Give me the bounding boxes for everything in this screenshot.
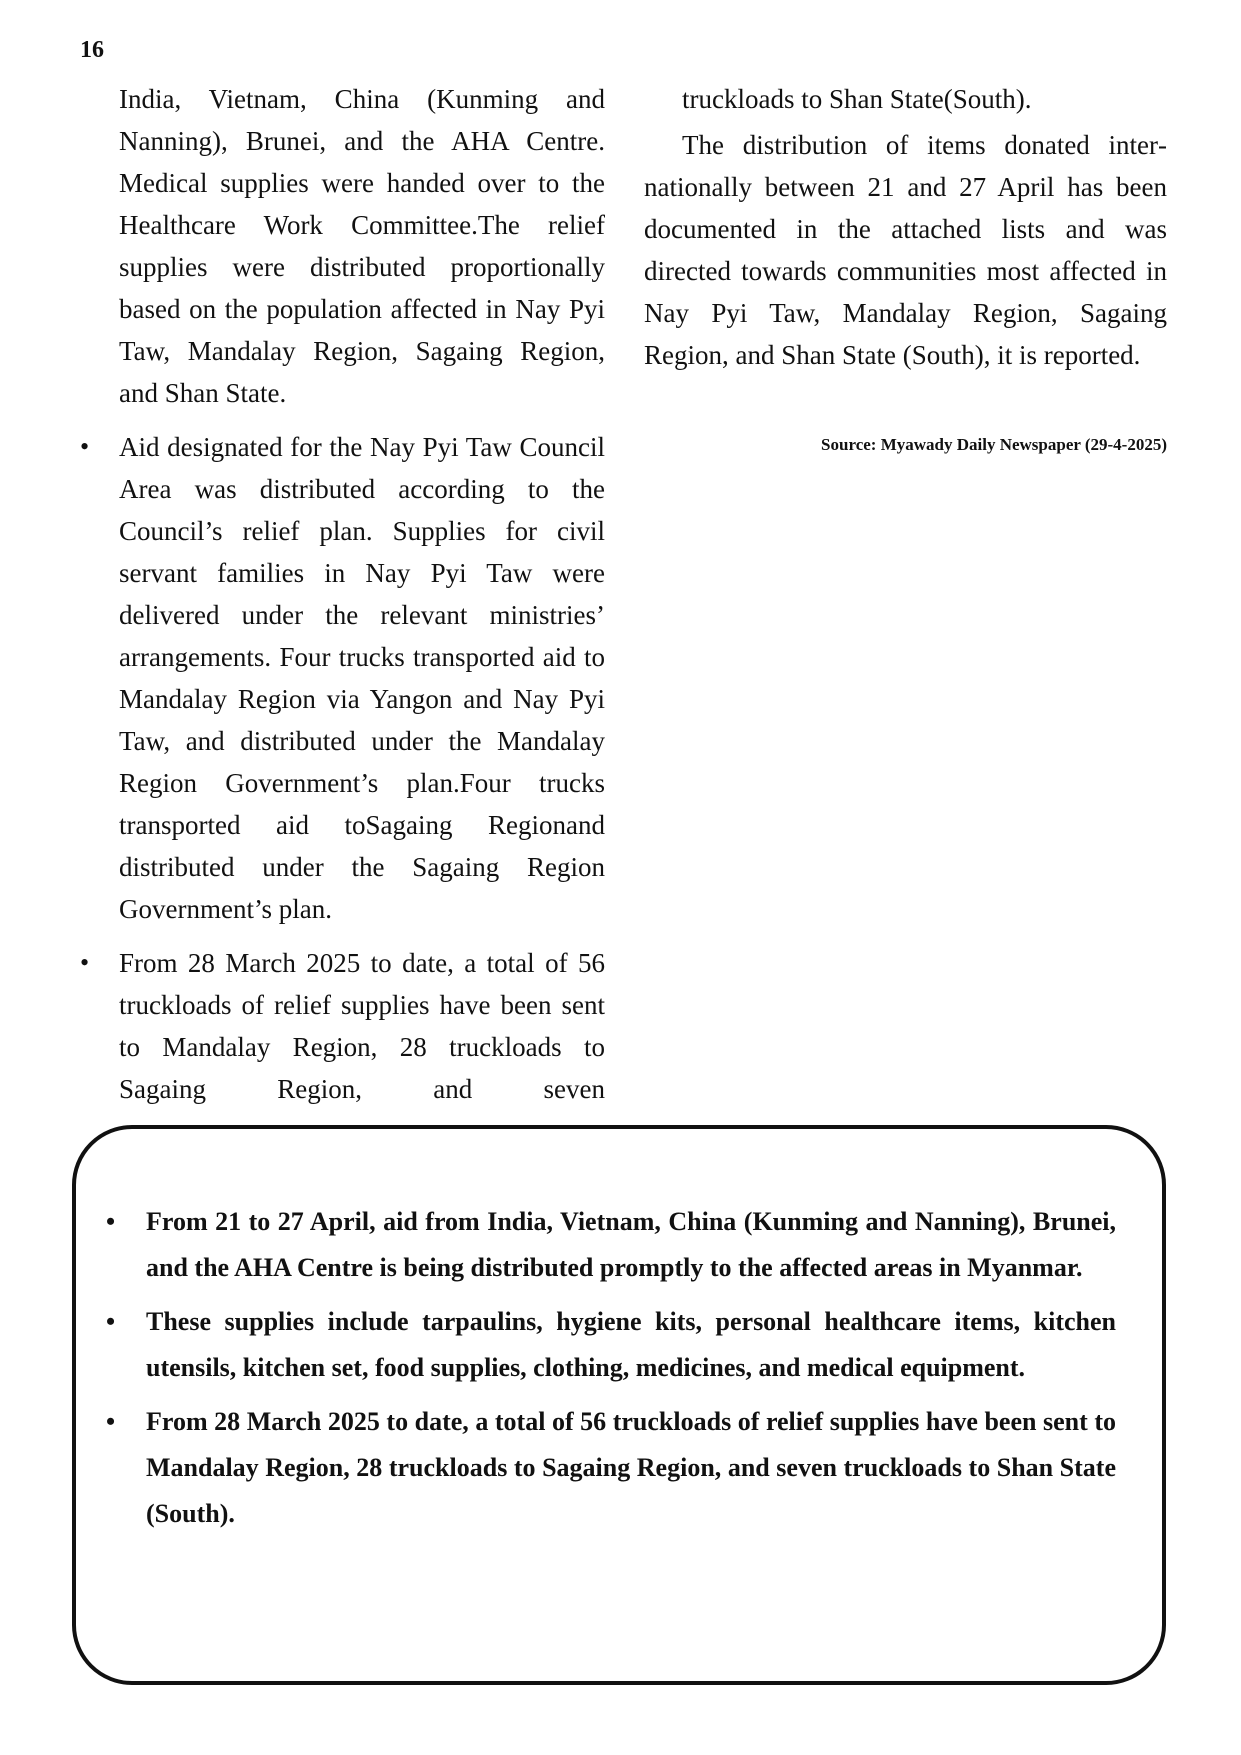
left-column	[80, 78, 605, 1122]
bullet-icon: •	[106, 1207, 116, 1236]
bullet-icon: •	[106, 1307, 116, 1336]
bullet-icon: •	[80, 432, 90, 461]
bullet-item-truckloads	[80, 942, 605, 1110]
source-citation: Source: Myawady Daily Newspaper (29-4-2025)	[821, 435, 1167, 454]
summary-item-supplies	[104, 1299, 1116, 1391]
summary-text: From 21 to 27 April, aid from India, Vietnam, China (Kunming and Nanning), Brunei, and the AHA Centre is being distributed promptly to the affected areas in Myanmar.	[146, 1207, 1116, 1282]
distribution-paragraph: The distribution of items donated internationally between 21 and 27 April has been documented in the attached lists and was directed towards communities most affected in Nay Pyi Taw, Mandalay Region, Sagaing Region, and Shan State (South), it is reported.	[644, 130, 1167, 370]
bullet-item-aid-distribution	[80, 426, 605, 930]
bullet-icon: •	[80, 948, 90, 977]
bullet-icon: •	[106, 1407, 116, 1436]
summary-text: From 28 March 2025 to date, a total of 56 truckloads of relief supplies have been sent to Mandalay Region, 28 truckloads to Sagaing Region, and seven truckloads to Shan State (South).	[146, 1407, 1116, 1528]
left-continuation-paragraph: India, Vietnam, China (Kunming and Nanning), Brunei, and the AHA Centre. Medical supplies were handed over to the Healthcare Work Committee.The relief supplies were distributed proportionally based on the population affected in Nay Pyi Taw, Mandalay Region, Sagaing Region, and Shan State.	[119, 84, 605, 408]
summary-box	[72, 1125, 1166, 1685]
bullet-text: From 28 March 2025 to date, a total of 56 truckloads of relief supplies have been sent to Mandalay Region, 28 truckloads to Sagaing Region, and seven	[119, 948, 605, 1104]
summary-text: These supplies include tarpaulins, hygiene kits, personal healthcare items, kitchen utensils, kitchen set, food supplies, clothing, medicines, and medical equipment.	[146, 1307, 1116, 1382]
summary-item-truckloads	[104, 1399, 1116, 1537]
page-number: 16	[80, 37, 104, 63]
right-column	[644, 78, 1167, 456]
summary-list	[104, 1199, 1116, 1545]
summary-item-aid-origin	[104, 1199, 1116, 1291]
bullet-text: Aid designated for the Nay Pyi Taw Council Area was distributed according to the Council’s relief plan. Supplies for civil servant families in Nay Pyi Taw were delivered under the relevant ministries’ arrangements. Four trucks transported aid to Mandalay Region via Yangon and Nay Pyi Taw, and distributed under the Mandalay Region Government’s plan.Four trucks transported aid toSagaing Regionand distributed under the Sagaing Region Government’s plan.	[119, 432, 605, 924]
right-continuation-paragraph: truckloads to Shan State(South).	[682, 84, 1032, 114]
